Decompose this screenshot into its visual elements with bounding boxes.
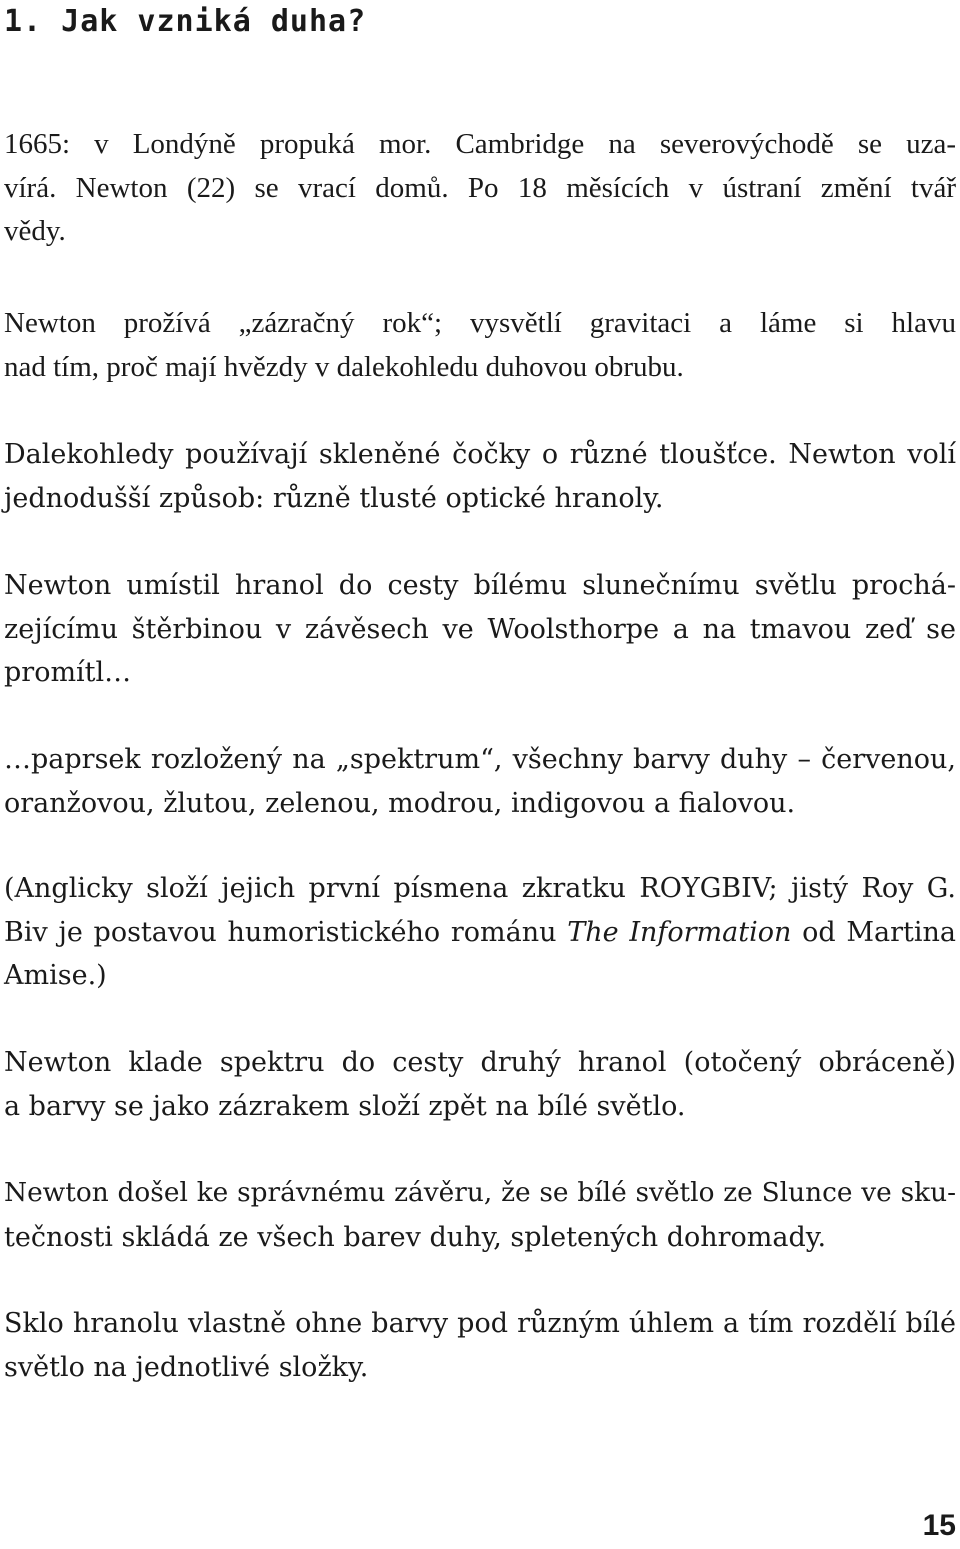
paragraph-line: světlo na jednotlivé složky.: [4, 1351, 369, 1383]
paragraph-line: …paprsek rozložený na „spektrum“, všechny barvy duhy – červenou,: [4, 744, 956, 775]
paragraph-prism-experiment: [4, 564, 956, 695]
paragraph-line: promítl…: [4, 657, 132, 688]
paragraph-roygbiv: [4, 867, 956, 998]
paragraph-conclusion: [4, 1172, 956, 1259]
paragraph-line: vědy.: [4, 215, 66, 247]
paragraph-line: Newton umístil hranol do cesty bílému slunečnímu světlu prochá-: [4, 570, 956, 601]
paragraph-line: Newton prožívá „zázračný rok“; vysvětlí gravitaci a láme si hlavu: [4, 307, 956, 339]
paragraph-line: Newton klade spektru do cesty druhý hranol (otočený obráceně): [4, 1047, 956, 1078]
chapter-title: 1. Jak vzniká duha?: [4, 4, 367, 39]
paragraph-spectrum: [4, 738, 956, 825]
paragraph-line: Newton došel ke správnému závěru, že se bílé světlo ze Slunce ve sku-: [4, 1178, 956, 1208]
paragraph-line: Amise.): [4, 960, 107, 991]
paragraph-line: oranžovou, žlutou, zelenou, modrou, indigovou a fialovou.: [4, 787, 796, 819]
paragraph-plague: [4, 123, 956, 254]
book-title: The Information: [567, 916, 792, 948]
paragraph-telescopes: [4, 433, 956, 520]
paragraph-line: Dalekohledy používají skleněné čočky o různé tloušťce. Newton volí: [4, 439, 956, 470]
paragraph-second-prism: [4, 1041, 956, 1128]
paragraph-line: [4, 911, 956, 955]
paragraph-line: Sklo hranolu vlastně ohne barvy pod různým úhlem a tím rozdělí bílé: [4, 1308, 956, 1339]
paragraph-line: tečnosti skládá ze všech barev duhy, spletených dohromady.: [4, 1221, 827, 1253]
paragraph-line: zejícímu štěrbinou v závěsech ve Woolsthorpe a na tmavou zeď se: [4, 613, 956, 645]
paragraph-line-part: od Martina: [791, 916, 957, 948]
paragraph-refraction: [4, 1302, 956, 1389]
paragraph-line: 1665: v Londýně propuká mor. Cambridge na severovýchodě se uza-: [4, 128, 956, 160]
paragraph-line: (Anglicky složí jejich první písmena zkratku ROYGBIV; jistý Roy G.: [4, 873, 956, 904]
paragraph-line: vírá. Newton (22) se vrací domů. Po 18 měsících v ústraní změní tvář: [4, 171, 956, 204]
paragraph-line: a barvy se jako zázrakem složí zpět na bílé světlo.: [4, 1090, 686, 1122]
page-number: 15: [922, 1509, 956, 1542]
paragraph-line-part: Biv je postavou humoristického románu: [4, 916, 568, 948]
paragraph-line: nad tím, proč mají hvězdy v dalekohledu duhovou obrubu.: [4, 350, 684, 383]
paragraph-miracle-year: [4, 302, 956, 389]
paragraph-line: jednodušší způsob: různě tlusté optické hranoly.: [4, 482, 664, 514]
